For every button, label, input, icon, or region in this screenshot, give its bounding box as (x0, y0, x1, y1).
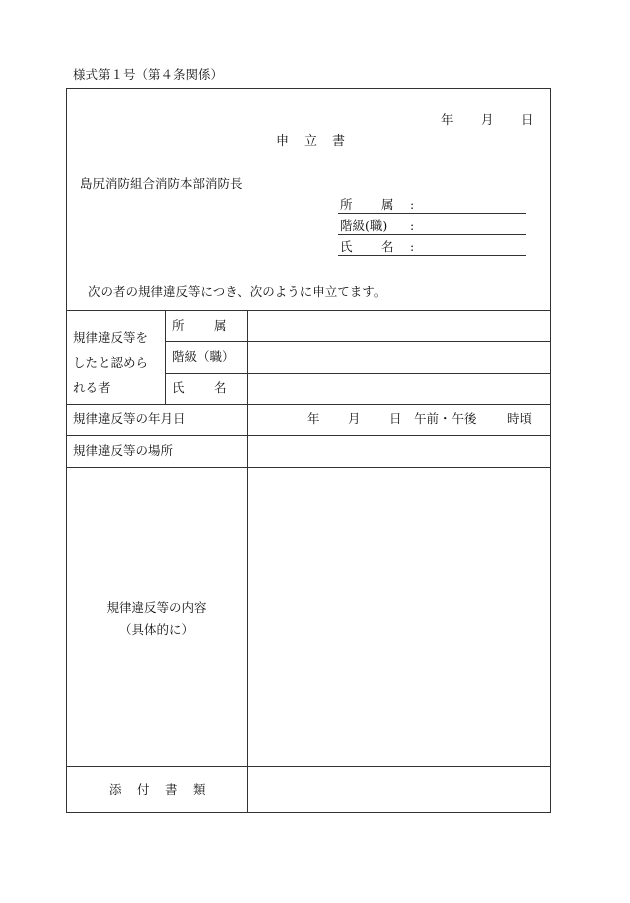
table-top-border (66, 310, 551, 311)
date-month-label: 月 (481, 112, 494, 127)
sig-affiliation-colon: : (410, 197, 415, 212)
row-divider-2 (165, 373, 551, 374)
sig-affiliation-line[interactable] (338, 213, 526, 214)
sig-name-label-a: 氏 (340, 239, 353, 254)
sig-rank-line[interactable] (338, 234, 526, 235)
addressee: 島尻消防組合消防本部消防長 (80, 176, 243, 191)
person-header (73, 325, 148, 400)
place-value[interactable] (250, 438, 548, 464)
person-affiliation-value[interactable] (250, 313, 548, 339)
attachments-value[interactable] (250, 769, 548, 810)
row-divider-6 (66, 766, 551, 767)
col-divider-1 (165, 310, 166, 404)
attachments-char-3: 書 (165, 782, 178, 797)
sig-affiliation-label-a: 所 (340, 197, 353, 212)
title-char-2: 立 (304, 134, 318, 149)
sig-name-colon: : (410, 239, 415, 254)
place-label: 規律違反等の場所 (73, 443, 174, 458)
intro-sentence: 次の者の規律違反等につき、次のように申立てます。 (88, 284, 387, 299)
row-divider-3 (66, 404, 551, 405)
row-divider-5 (66, 467, 551, 468)
content-value[interactable] (250, 470, 548, 763)
sig-name-line[interactable] (338, 255, 526, 256)
person-affiliation-label-b: 属 (214, 318, 227, 333)
form-label: 様式第１号（第４条関係） (73, 67, 224, 82)
datetime-hour-label: 時頃 (507, 411, 533, 426)
datetime-month-label: 月 (348, 411, 361, 426)
row-divider-4 (66, 435, 551, 436)
person-name-value[interactable] (250, 376, 548, 402)
date-day-label: 日 (521, 112, 534, 127)
sig-affiliation-label-b: 属 (381, 197, 394, 212)
attachments-char-2: 付 (137, 782, 150, 797)
datetime-label: 規律違反等の年月日 (73, 411, 186, 426)
person-rank-label: 階級（職） (172, 349, 235, 364)
person-header-line-2: したと認めら (73, 355, 149, 370)
person-header-line-1: 規律違反等を (73, 330, 149, 345)
datetime-ampm-label: 午前・午後 (414, 411, 477, 426)
person-name-label-a: 氏 (172, 380, 185, 395)
person-rank-value[interactable] (250, 344, 548, 370)
datetime-year-label: 年 (307, 411, 320, 426)
date-year-label: 年 (441, 112, 454, 127)
content-label-line-1: 規律違反等の内容 (106, 600, 207, 615)
title-char-1: 申 (276, 134, 290, 149)
content-label (66, 597, 247, 641)
person-name-label-b: 名 (214, 380, 227, 395)
attachments-char-1: 添 (109, 782, 122, 797)
title-char-3: 書 (332, 134, 346, 149)
sig-name-label-b: 名 (381, 239, 394, 254)
person-header-line-3: れる者 (73, 380, 111, 395)
content-label-line-2: （具体的に） (118, 622, 194, 637)
col-divider-2 (247, 310, 248, 813)
attachments-char-4: 類 (193, 782, 206, 797)
row-divider-1 (165, 341, 551, 342)
person-affiliation-label-a: 所 (172, 318, 185, 333)
datetime-day-label: 日 (389, 411, 402, 426)
sig-rank-label: 階級(職) (340, 218, 388, 233)
sig-rank-colon: : (410, 218, 415, 233)
